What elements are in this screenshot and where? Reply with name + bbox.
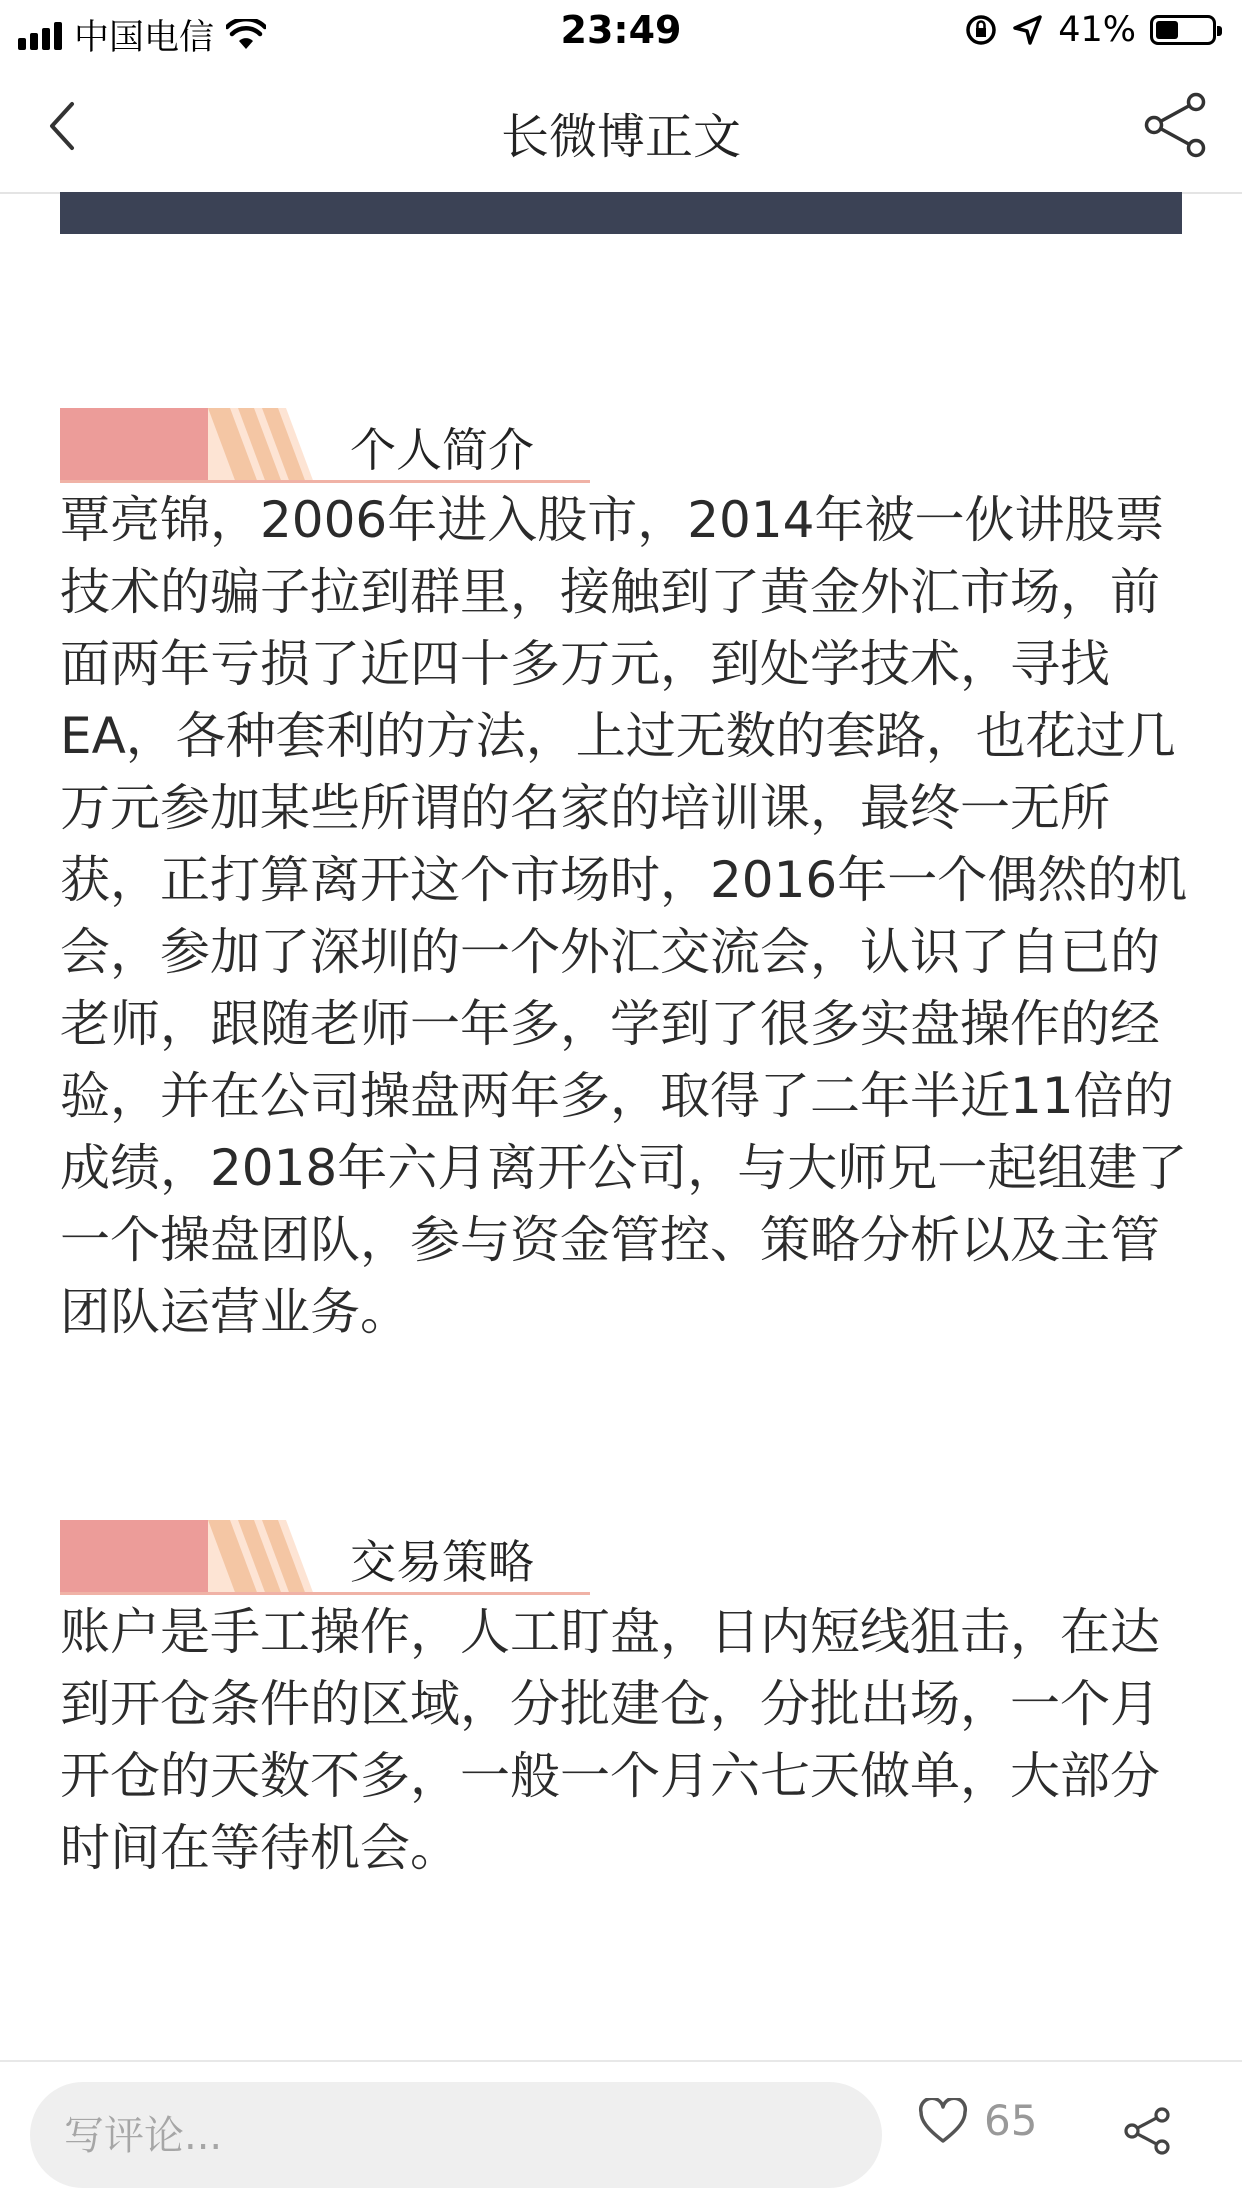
location-icon — [1012, 14, 1044, 46]
section-header-strategy — [60, 1520, 590, 1595]
section-header-bar — [60, 1520, 210, 1595]
section-header-underline — [60, 1592, 590, 1595]
section-title: 个人简介 — [350, 423, 534, 477]
hero-image-bottom — [60, 192, 1182, 234]
battery-fill — [1156, 21, 1178, 39]
section-text: 覃亮锦，2006年进入股市，2014年被一伙讲股票技术的骗子拉到群里，接触到了黄金外汇市场，前面两年亏损了近四十多万元，到处学技术，寻找EA，各种套利的方法，上过无数的套路，也花过几万元参加某些所谓的名家的培训课，最终一无所获，正打算离开这个市场时，2016年一个偶然的机会，参加了深圳的一个外汇交流会，认识了自已的老师，跟随老师一年多，学到了很多实盘操作的经验，并在公司操盘两年多，取得了二年半近11倍的成绩，2018年六月离开公司，与大师兄一起组建了一个操盘团队，参与资金管控、策略分析以及主管团队运营业务。 — [60, 491, 1188, 1341]
status-bar — [0, 0, 1242, 62]
carrier-label: 中国电信 — [74, 18, 215, 58]
battery-percent: 41% — [1058, 10, 1136, 50]
section-header-profile — [60, 408, 590, 483]
like-button[interactable] — [918, 2096, 1037, 2145]
comment-input[interactable] — [62, 2082, 856, 2190]
section-text: 账户是手工操作，人工盯盘，日内短线狙击，在达到开仓条件的区域，分批建仓，分批出场，一个月开仓的天数不多，一般一个月六七天做单，大部分时间在等待机会。 — [60, 1603, 1160, 1877]
battery-icon — [1150, 15, 1216, 45]
comment-box[interactable] — [30, 2082, 882, 2188]
orientation-lock-icon — [964, 13, 998, 47]
status-time: 23:49 — [560, 8, 682, 52]
share-icon[interactable] — [1140, 90, 1210, 160]
section-header-underline — [60, 480, 590, 483]
section-title: 交易策略 — [350, 1535, 534, 1589]
heart-icon[interactable] — [918, 2098, 968, 2144]
like-count: 65 — [984, 2096, 1038, 2145]
bottom-bar — [0, 2060, 1242, 2210]
page-title: 长微博正文 — [500, 109, 741, 165]
nav-bar — [0, 62, 1242, 194]
share-icon[interactable] — [1122, 2106, 1172, 2156]
status-right — [964, 10, 1216, 50]
section-header-bar — [60, 408, 210, 483]
